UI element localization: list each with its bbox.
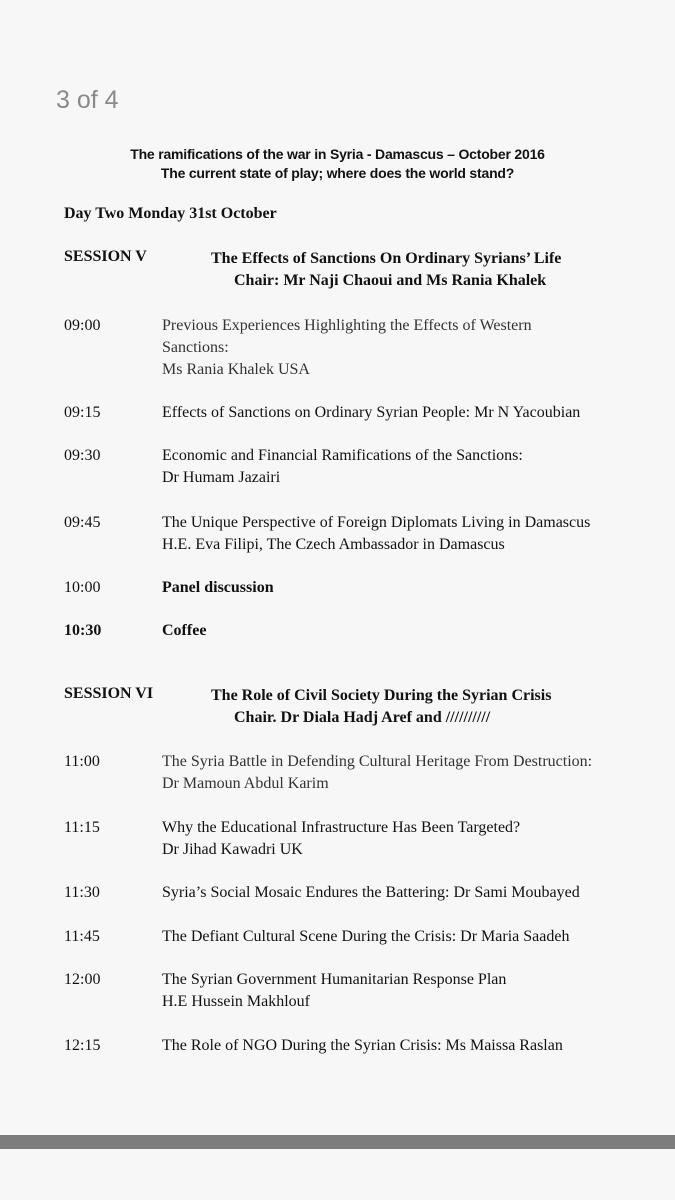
- row-description: [162, 512, 675, 556]
- row-description: [162, 402, 675, 424]
- row-time: 12:15: [64, 1037, 101, 1054]
- row-description: [162, 315, 675, 381]
- row-line: Sanctions:: [162, 339, 229, 356]
- row-line: Effects of Sanctions on Ordinary Syrian People: Mr N Yacoubian: [162, 404, 581, 421]
- day-title: Day Two Monday 31st October: [64, 205, 277, 222]
- row-time: 11:30: [64, 884, 100, 901]
- row-line: Dr Humam Jazairi: [162, 469, 281, 486]
- session-5-label: SESSION V: [64, 248, 147, 265]
- row-line: Dr Jihad Kawadri UK: [162, 841, 303, 858]
- row-line: Syria’s Social Mosaic Endures the Battering: Dr Sami Moubayed: [162, 884, 580, 901]
- row-line: The Syrian Government Humanitarian Response Plan: [162, 971, 507, 988]
- row-line: Dr Mamoun Abdul Karim: [162, 775, 329, 792]
- row-time: 10:00: [64, 579, 101, 596]
- row-time: 09:00: [64, 317, 101, 334]
- row-line: H.E. Eva Filipi, The Czech Ambassador in Damascus: [162, 536, 505, 553]
- row-description: [162, 751, 675, 795]
- session-6-title: The Role of Civil Society During the Syrian Crisis: [211, 687, 552, 704]
- session-6-label: SESSION VI: [64, 685, 154, 702]
- row-line: The Unique Perspective of Foreign Diplomats Living in Damascus: [162, 514, 591, 531]
- row-line: The Defiant Cultural Scene During the Crisis: Dr Maria Saadeh: [162, 928, 570, 945]
- row-line: Previous Experiences Highlighting the Effects of Western: [162, 317, 532, 334]
- row-line: Why the Educational Infrastructure Has Been Targeted?: [162, 819, 521, 836]
- row-time: 09:45: [64, 514, 101, 531]
- row-description: [162, 882, 675, 904]
- row-time: 11:45: [64, 928, 100, 945]
- row-time: 11:15: [64, 819, 100, 836]
- row-line: Coffee: [162, 622, 207, 639]
- row-description: [162, 817, 675, 861]
- row-time: 11:00: [64, 753, 100, 770]
- session-5-title: The Effects of Sanctions On Ordinary Syrians’ Life: [211, 250, 562, 267]
- row-line: Economic and Financial Ramifications of the Sanctions:: [162, 447, 523, 464]
- row-time: 12:00: [64, 971, 101, 988]
- row-description: [162, 969, 675, 1013]
- page-counter: 3 of 4: [56, 86, 119, 114]
- heading-line-2: The current state of play; where does the world stand?: [160, 165, 515, 181]
- row-description: [162, 620, 675, 642]
- row-line: The Role of NGO During the Syrian Crisis: Ms Maissa Raslan: [162, 1037, 563, 1054]
- row-line: Ms Rania Khalek USA: [162, 361, 310, 378]
- row-description: [162, 445, 675, 489]
- row-line: H.E Hussein Makhlouf: [162, 993, 310, 1010]
- session-6-chair: Chair. Dr Diala Hadj Aref and //////////: [234, 709, 491, 726]
- heading-line-1: The ramifications of the war in Syria - Damascus – October 2016: [130, 146, 545, 162]
- row-description: [162, 926, 675, 948]
- row-time: 09:30: [64, 447, 101, 464]
- row-description: [162, 577, 675, 599]
- row-time: 09:15: [64, 404, 101, 421]
- row-time: 10:30: [64, 622, 102, 639]
- row-line: The Syria Battle in Defending Cultural Heritage From Destruction:: [162, 753, 593, 770]
- row-line: Panel discussion: [162, 579, 274, 596]
- session-5-chair: Chair: Mr Naji Chaoui and Ms Rania Khalek: [234, 272, 547, 289]
- page-divider-bar: [0, 1135, 675, 1149]
- row-description: [162, 1035, 675, 1057]
